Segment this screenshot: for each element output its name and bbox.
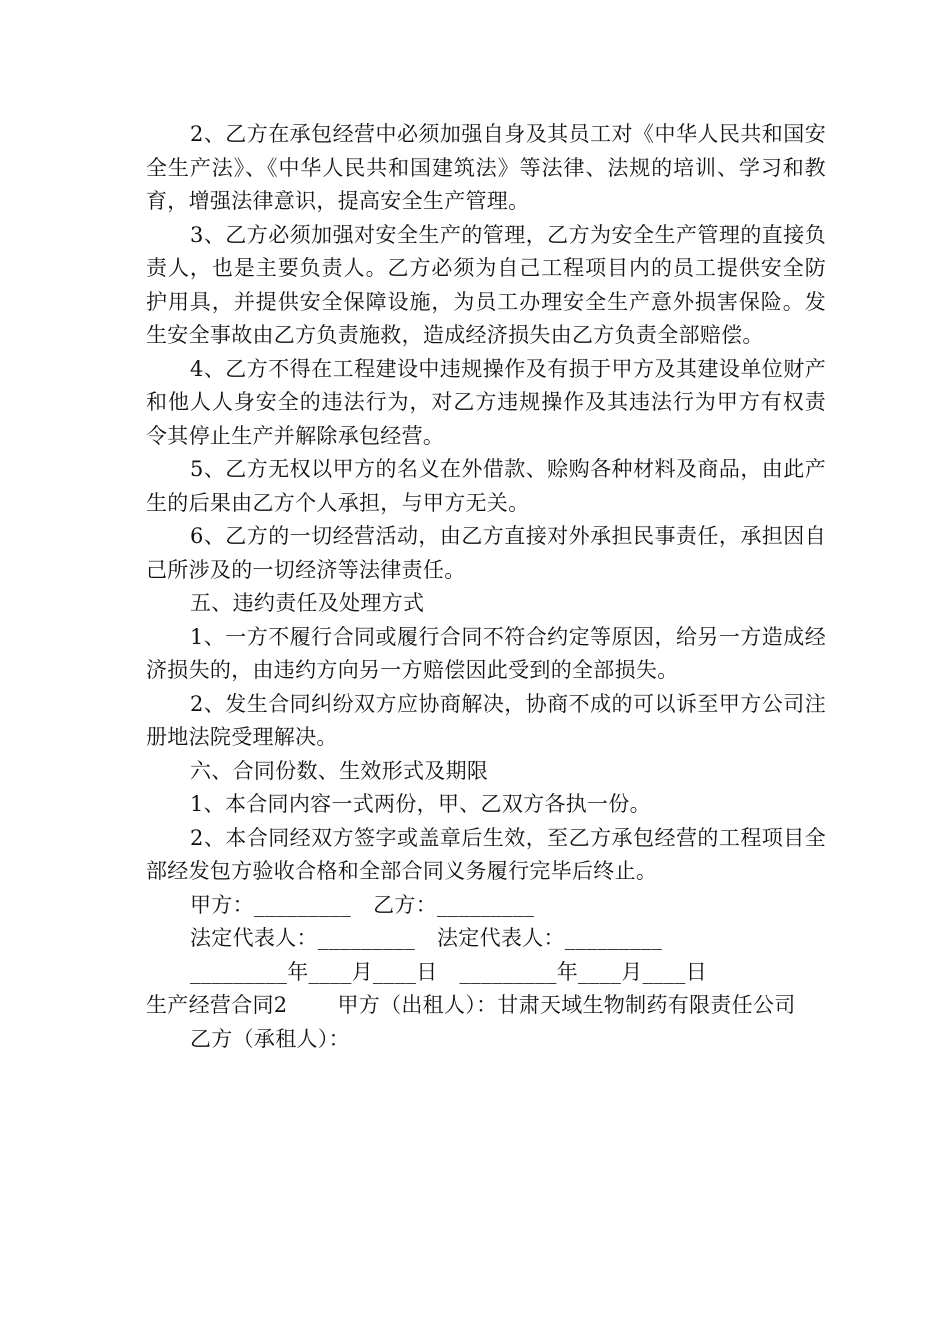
clause-4-3: 3、乙方必须加强对安全生产的管理，乙方为安全生产管理的直接负责人，也是主要负责人。乙方必须为自己工程项目内的员工提供安全防护用具，并提供安全保障设施，为员工办理安全生产意外损害保险。发生安全事故由乙方负责施救，造成经济损失由乙方负责全部赔偿。 bbox=[146, 222, 826, 347]
party-b-date: _________年____月____日 bbox=[459, 959, 707, 984]
lessee-line: 乙方（承租人）： bbox=[190, 1026, 350, 1051]
document-body bbox=[146, 118, 826, 1056]
clause-5-1: 1、一方不履行合同或履行合同不符合约定等原因，给另一方造成经济损失的，由违约方向另一方赔偿因此受到的全部损失。 bbox=[146, 624, 826, 682]
next-contract-title: 生产经营合同2 bbox=[146, 993, 288, 1017]
clause-5-2: 2、发生合同纠纷双方应协商解决，协商不成的可以诉至甲方公司注册地法院受理解决。 bbox=[146, 691, 826, 749]
clause-6-2: 2、本合同经双方签字或盖章后生效，至乙方承包经营的工程项目全部经发包方验收合格和全部合同义务履行完毕后终止。 bbox=[146, 825, 826, 883]
clause-4-2: 2、乙方在承包经营中必须加强自身及其员工对《中华人民共和国安全生产法》、《中华人民共和国建筑法》等法律、法规的培训、学习和教育，增强法律意识，提高安全生产管理。 bbox=[146, 122, 826, 213]
section-heading-6: 六、合同份数、生效形式及期限 bbox=[190, 758, 489, 783]
signature-representatives bbox=[146, 922, 826, 956]
lessor-line: 甲方（出租人）：甘肃天域生物制药有限责任公司 bbox=[337, 993, 796, 1017]
clause-4-6: 6、乙方的一切经营活动，由乙方直接对外承担民事责任，承担因自己所涉及的一切经济等法律责任。 bbox=[146, 524, 826, 582]
party-a-date: _________年____月____日 bbox=[190, 959, 438, 984]
party-b-representative: 法定代表人：_________ bbox=[437, 926, 662, 950]
party-a-representative: 法定代表人：_________ bbox=[190, 926, 415, 950]
clause-4-5: 5、乙方无权以甲方的名义在外借款、赊购各种材料及商品，由此产生的后果由乙方个人承担，与甲方无关。 bbox=[146, 457, 826, 515]
signature-dates bbox=[146, 956, 826, 990]
clause-6-1: 1、本合同内容一式两份，甲、乙双方各执一份。 bbox=[190, 792, 651, 816]
party-b-signature: 乙方：_________ bbox=[373, 892, 535, 917]
clause-4-4: 4、乙方不得在工程建设中违规操作及有损于甲方及其建设单位财产和他人人身安全的违法行为，对乙方违规操作及其违法行为甲方有权责令其停止生产并解除承包经营。 bbox=[146, 356, 826, 448]
section-heading-5: 五、违约责任及处理方式 bbox=[190, 591, 425, 615]
signature-parties bbox=[146, 889, 826, 923]
party-a-signature: 甲方：_________ bbox=[190, 892, 352, 917]
next-contract-header bbox=[146, 989, 826, 1023]
